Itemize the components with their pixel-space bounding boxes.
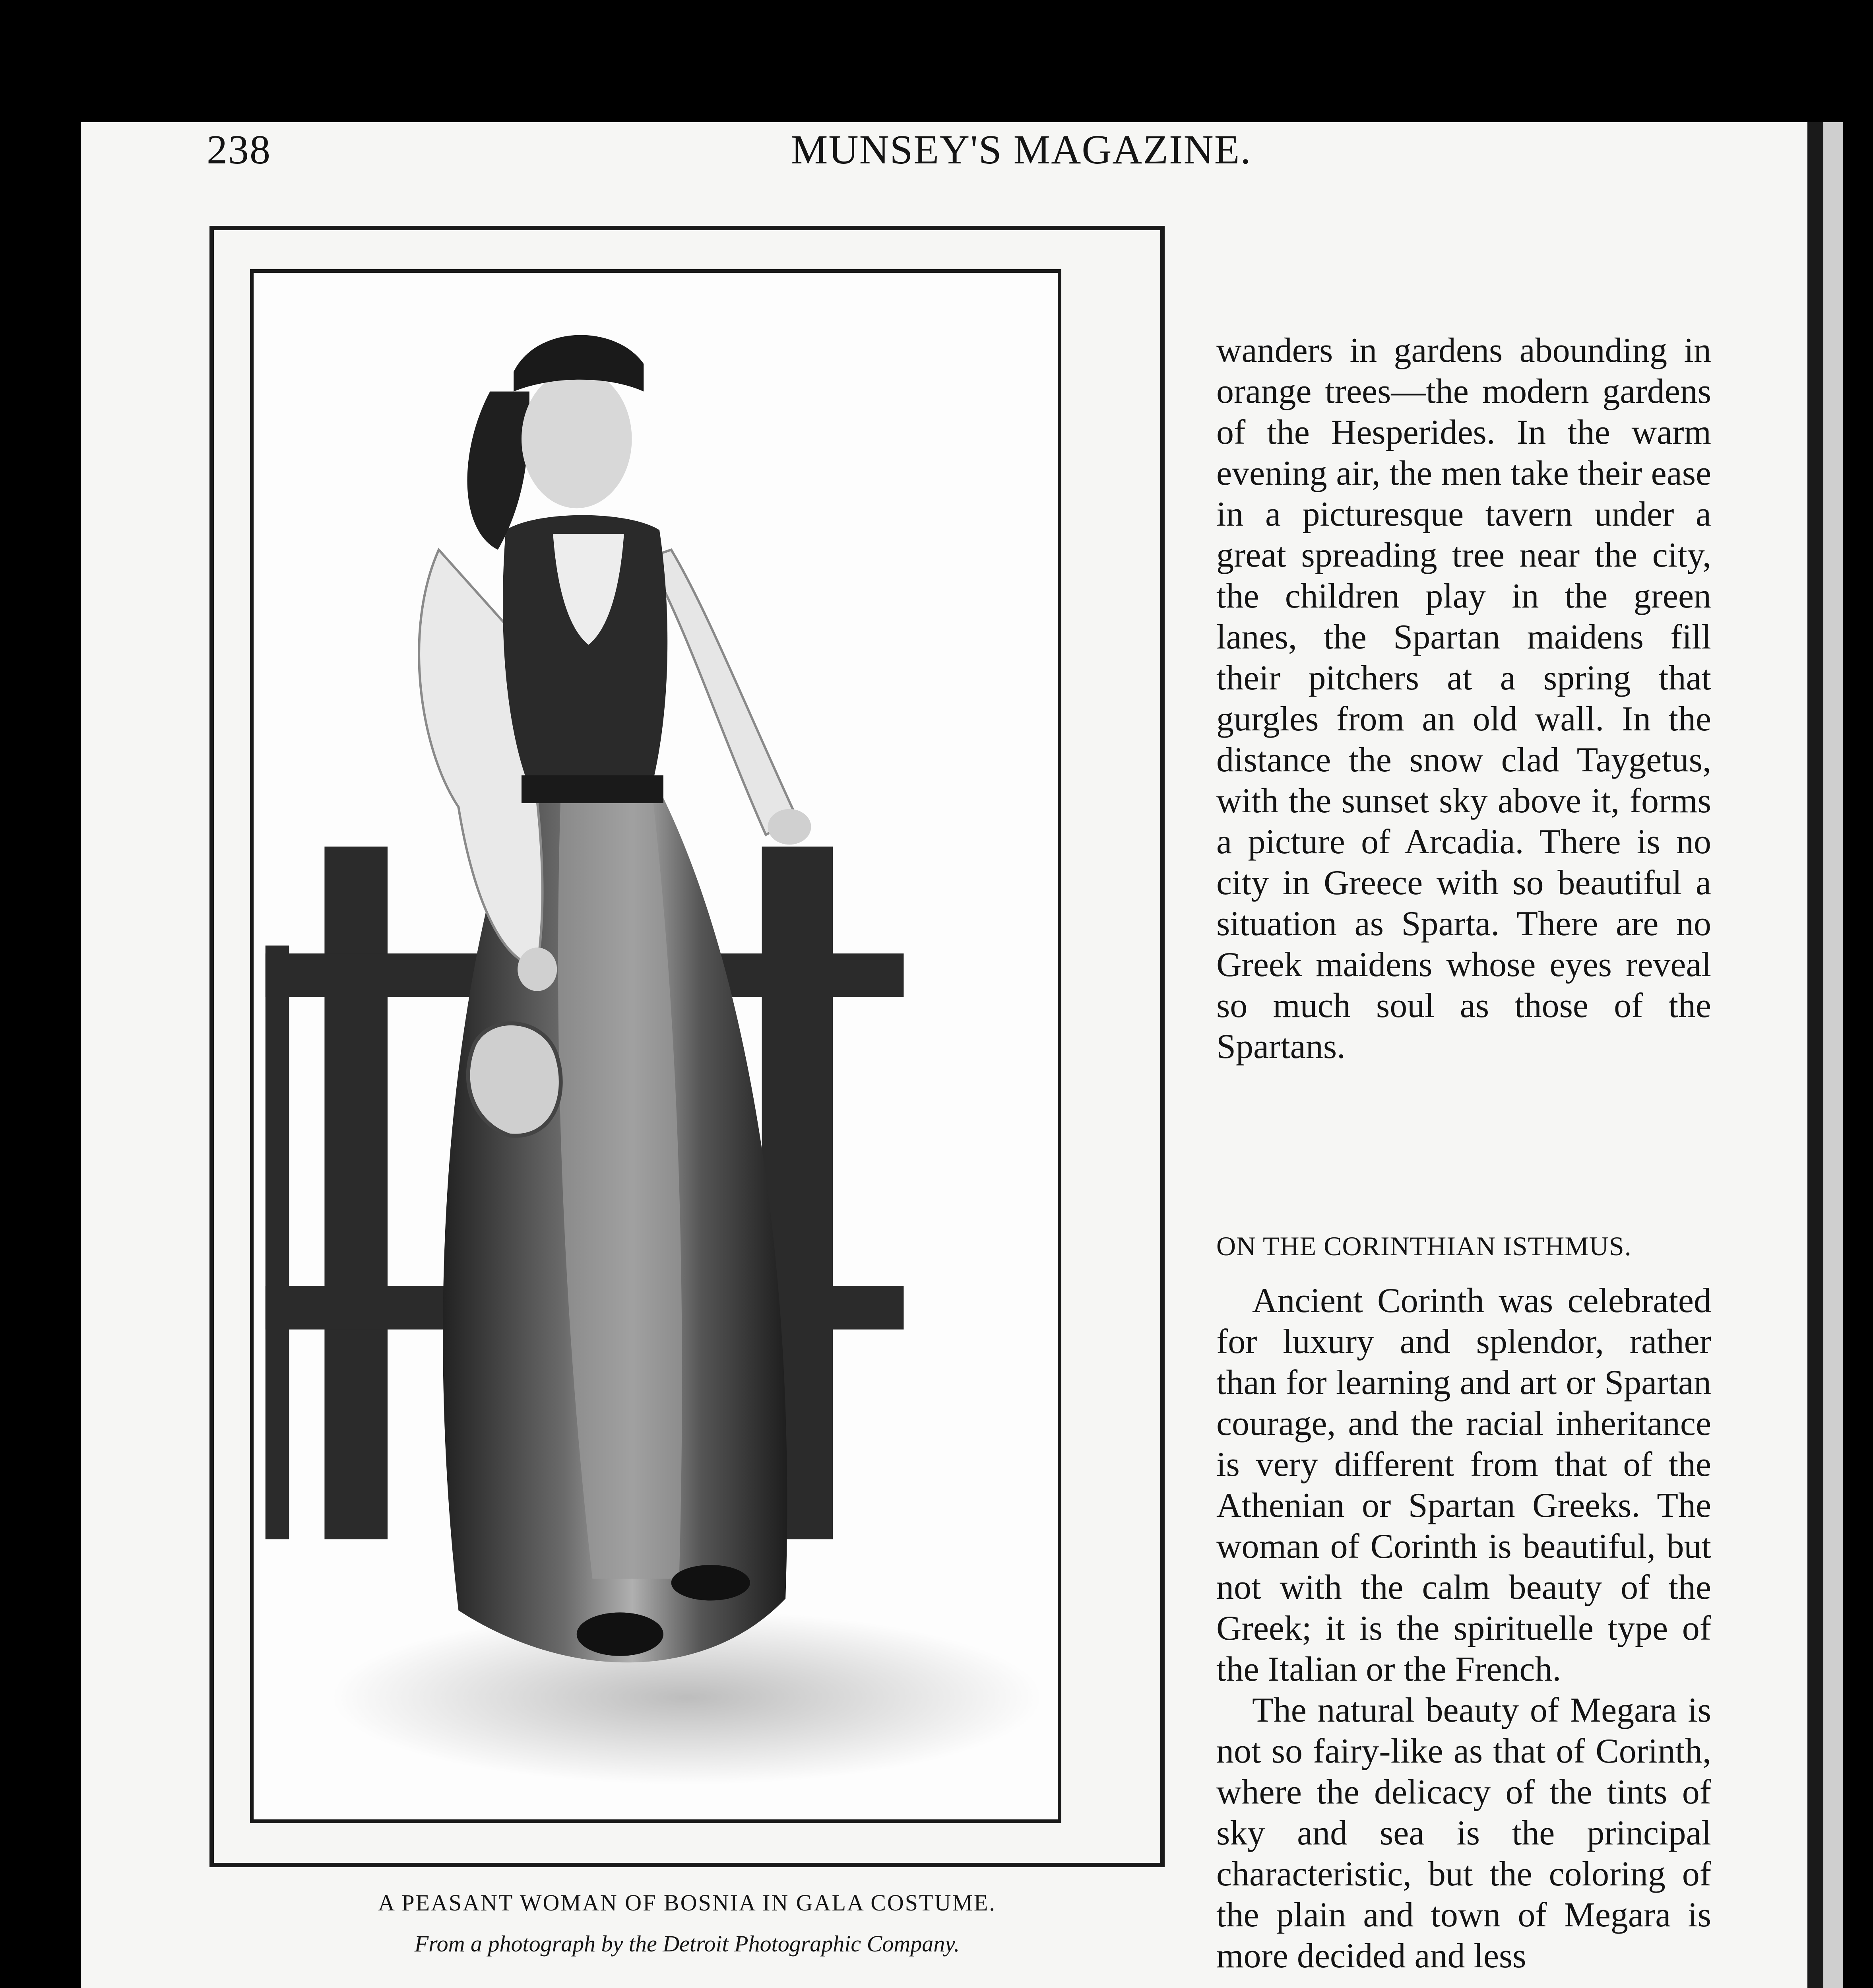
right-column-mid-text [1216, 1280, 1711, 1976]
peasant-woman-photo [254, 273, 1058, 1819]
face [522, 370, 632, 508]
book-spine-shadow [1807, 122, 1823, 1988]
photo-frame [209, 226, 1165, 1867]
paragraph-megara: The natural beauty of Megara is not so fairy-like as that of Corinth, where the delicacy of the tints of sky and sea is the principal characteristic, but the coloring of the plain and town of Megara is more decided and less [1216, 1691, 1711, 1975]
page-number: 238 [207, 127, 271, 173]
right-sleeve [648, 550, 797, 835]
facing-page-edge [1823, 122, 1843, 1988]
section-heading: ON THE CORINTHIAN ISTHMUS. [1216, 1231, 1632, 1261]
belt [522, 775, 663, 803]
figure-caption: A PEASANT WOMAN OF BOSNIA IN GALA COSTUME. [378, 1890, 996, 1916]
running-title: MUNSEY'S MAGAZINE. [791, 127, 1252, 173]
water-jug [468, 1023, 561, 1136]
right-shoe [671, 1565, 750, 1601]
figure-credit: From a photograph by the Detroit Photographic Company. [414, 1931, 960, 1957]
photo-inner-frame [250, 269, 1061, 1823]
right-column-top-text: wanders in gardens abounding in orange trees—the modern gardens of the Hesperides. In the warm evening air, the men take their ease in a picturesque tavern under a great spreading tree near the city, the children play in the green lanes, the Spartan maidens fill their pitchers at a spring that gurgles from an old wall. In the distance the snow clad Taygetus, with the sunset sky above it, forms a picture of Arcadia. There is no city in Greece with so beautiful a situation as Sparta. There are no Greek maidens whose eyes reveal so much soul as those of the Spartans. [1216, 331, 1711, 1066]
paragraph-corinth: Ancient Corinth was celebrated for luxury and splendor, rather than for learning and art or Spartan courage, and the racial inheritance is very different from that of the Athenian or Spartan Greeks. The woman of Corinth is beautiful, but not with the calm beauty of the Greek; it is the spirituelle type of the Italian or the French. [1216, 1281, 1711, 1689]
left-hand [518, 947, 557, 991]
left-shoe [577, 1612, 663, 1656]
right-hand [768, 809, 811, 845]
